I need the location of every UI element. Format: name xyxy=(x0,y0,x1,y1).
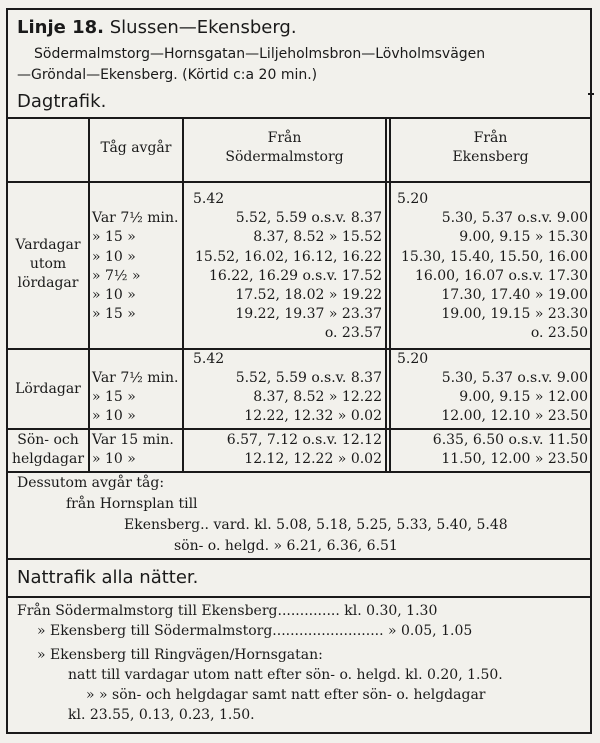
time-cell: 6.57, 7.12 o.s.v. 12.12 xyxy=(226,432,382,448)
time-cell: 12.12, 12.22 » 0.02 xyxy=(244,451,382,467)
group-1-sod-times xyxy=(193,190,382,344)
interval-cell: Var 7½ min. xyxy=(92,370,179,386)
extra-line-2: sön- o. helgd. » 6.21, 6.36, 6.51 xyxy=(174,538,398,554)
time-cell: 9.00, 9.15 » 15.30 xyxy=(459,229,588,246)
group-label-line: utom xyxy=(29,256,67,272)
from-column-rule-b xyxy=(389,117,391,473)
daytime-heading: Dagtrafik. xyxy=(17,91,107,112)
table-top-rule xyxy=(6,117,592,119)
time-cell: 8.37, 8.52 » 12.22 xyxy=(253,389,382,405)
col-header-from-eke-line2: Ekensberg xyxy=(452,149,529,165)
extra-from: från Hornsplan till xyxy=(66,496,198,512)
time-cell: 19.22, 19.37 » 23.37 xyxy=(235,306,382,323)
interval-cell: » 10 » xyxy=(92,287,136,304)
group-label-sundays xyxy=(8,431,88,469)
time-cell: 5.30, 5.37 o.s.v. 9.00 xyxy=(441,370,588,386)
group-1-eke-times xyxy=(397,190,588,344)
line-number: Linje 18. xyxy=(17,17,104,38)
interval-cell: » 15 » xyxy=(92,229,136,246)
interval-cell: » 15 » xyxy=(92,389,136,405)
time-cell: 16.00, 16.07 o.s.v. 17.30 xyxy=(414,267,588,284)
time-cell: 15.52, 16.02, 16.12, 16.22 xyxy=(194,248,382,265)
night-heading: Nattrafik alla nätter. xyxy=(17,567,199,588)
time-cell: 5.20 xyxy=(397,351,429,367)
interval-cell: Var 7½ min. xyxy=(92,210,179,227)
night-line-2: » Ekensberg till Södermalmstorg......................... » 0.05, 1.05 xyxy=(37,623,473,639)
col-header-departs: Tåg avgår xyxy=(100,140,172,156)
label-column-rule xyxy=(88,117,90,473)
time-cell: 16.22, 16.29 o.s.v. 17.52 xyxy=(208,267,382,284)
interval-cell: » 10 » xyxy=(92,248,136,265)
time-cell: 17.30, 17.40 » 19.00 xyxy=(441,287,588,304)
night-line-1: Från Södermalmstorg till Ekensberg.............. kl. 0.30, 1.30 xyxy=(17,603,438,619)
from-column-rule-a xyxy=(385,117,387,473)
night-line-5: » » sön- och helgdagar samt natt efter sön- o. helgdagar xyxy=(86,687,486,703)
header-bottom-rule xyxy=(6,181,592,183)
route-line-1: Södermalmstorg—Hornsgatan—Liljeholmsbron—Lövholmsvägen xyxy=(34,46,486,62)
group-3-intervals xyxy=(92,431,180,469)
time-cell: 11.50, 12.00 » 23.50 xyxy=(441,451,588,467)
col-header-from-sod-line1: Från xyxy=(267,130,302,146)
night-heading-rule xyxy=(6,596,592,598)
extra-title: Dessutom avgår tåg: xyxy=(17,475,165,491)
line-title xyxy=(17,17,297,38)
interval-cell: Var 15 min. xyxy=(92,432,174,448)
time-cell: 12.00, 12.10 » 23.50 xyxy=(441,408,588,424)
night-line-3: » Ekensberg till Ringvägen/Hornsgatan: xyxy=(37,647,323,663)
group-label-line: helgdagar xyxy=(11,451,85,467)
group-3-sod-times xyxy=(193,431,382,469)
time-cell: o. 23.57 xyxy=(324,325,382,342)
time-cell: 5.42 xyxy=(193,351,225,367)
time-cell: 5.30, 5.37 o.s.v. 9.00 xyxy=(441,210,588,227)
extra-line-1: Ekensberg.. vard. kl. 5.08, 5.18, 5.25, 5.33, 5.40, 5.48 xyxy=(124,517,508,533)
interval-cell: » 15 » xyxy=(92,306,136,323)
time-cell: 9.00, 9.15 » 12.00 xyxy=(459,389,588,405)
line-route: Slussen—Ekensberg. xyxy=(109,17,297,38)
time-cell: 5.52, 5.59 o.s.v. 8.37 xyxy=(235,370,382,386)
group-3-eke-times xyxy=(397,431,588,469)
col-header-from-sod-line2: Södermalmstorg xyxy=(225,149,344,165)
group-2-eke-times xyxy=(397,350,588,426)
interval-cell: » 7½ » xyxy=(92,267,141,284)
interval-cell: » 10 » xyxy=(92,451,136,467)
group-label-line: Vardagar xyxy=(15,237,81,253)
group-2-intervals xyxy=(92,350,180,426)
interval-cell xyxy=(92,190,180,209)
route-line-2: —Gröndal—Ekensberg. (Körtid c:a 20 min.) xyxy=(17,67,318,83)
col-header-from-eke-line1: Från xyxy=(473,130,508,146)
time-cell: 15.30, 15.40, 15.50, 16.00 xyxy=(400,248,588,265)
time-cell: 19.00, 19.15 » 23.30 xyxy=(441,306,588,323)
time-cell: 5.20 xyxy=(397,191,429,207)
col-header-from-eke xyxy=(391,129,590,167)
time-cell: o. 23.50 xyxy=(530,325,588,342)
group-label-saturdays: Lördagar xyxy=(15,381,81,397)
time-cell: 17.52, 18.02 » 19.22 xyxy=(235,287,382,304)
time-cell: 12.22, 12.32 » 0.02 xyxy=(244,408,382,424)
time-cell: 6.35, 6.50 o.s.v. 11.50 xyxy=(432,432,588,448)
night-top-rule xyxy=(6,558,592,560)
table-bottom-rule xyxy=(6,471,592,473)
night-line-4: natt till vardagar utom natt efter sön- o. helgd. kl. 0.20, 1.50. xyxy=(68,667,503,683)
interval-cell xyxy=(92,350,180,369)
group-1-intervals xyxy=(92,190,180,324)
time-cell: 8.37, 8.52 » 15.52 xyxy=(253,229,382,246)
group-label-line: Sön- och xyxy=(17,432,79,448)
interval-column-rule xyxy=(182,117,184,473)
time-cell: 5.42 xyxy=(193,191,225,207)
night-line-6: kl. 23.55, 0.13, 0.23, 1.50. xyxy=(68,707,255,723)
col-header-from-sod xyxy=(184,129,385,167)
interval-cell: » 10 » xyxy=(92,408,136,424)
dash-mark xyxy=(588,93,594,95)
group-label-line: lördagar xyxy=(17,275,79,291)
group-label-weekdays xyxy=(8,236,88,293)
group-2-bottom-rule xyxy=(6,428,592,430)
time-cell: 5.52, 5.59 o.s.v. 8.37 xyxy=(235,210,382,227)
group-2-sod-times xyxy=(193,350,382,426)
